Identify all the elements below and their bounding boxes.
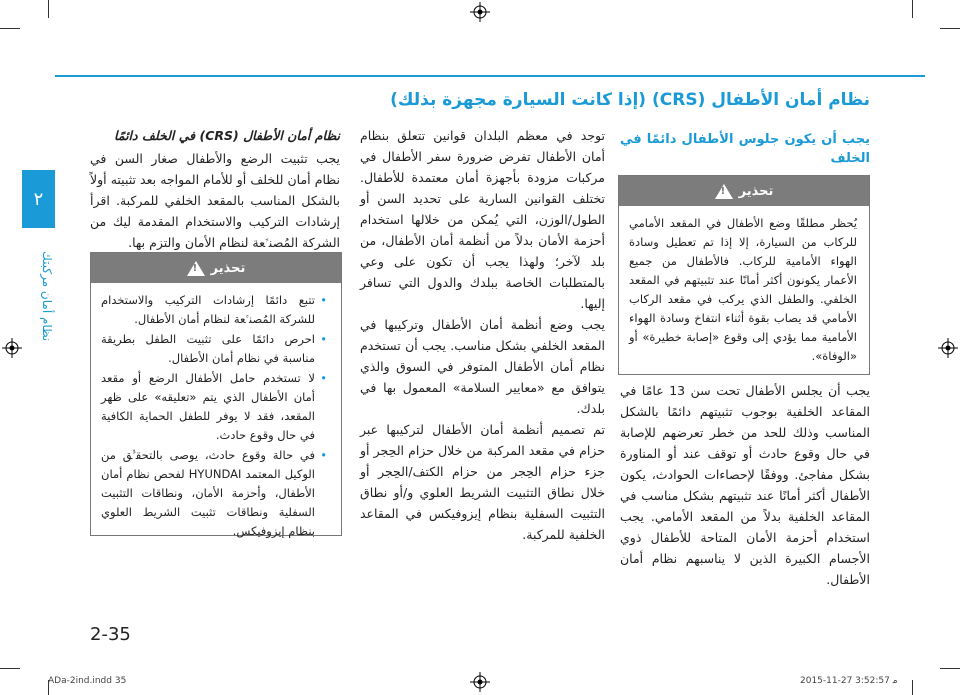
warning-box-left	[90, 252, 342, 536]
page-number: 2-35	[90, 624, 131, 645]
warning-list-container	[91, 283, 341, 550]
left-subtitle: ﻧﻈﺎم أﻣﺎن اﻷﻃﻔﺎل (CRS) ﻓﻲ اﻟﺨﻠﻒ داﺋﻤًﺎ	[114, 128, 340, 143]
right-body	[620, 380, 870, 590]
middle-body-1: ﺗﻮﺟﺪ ﻓﻲ ﻣﻌﻈﻢ اﻟﺒﻠﺪان ﻗﻮاﻧﻴﻦ ﺗﺘﻌﻠﻖ ﺑﻨﻈﺎم أﻣﺎن اﻷﻃﻔﺎل ﺗﻔﺮض ﺿﺮورة ﺳﻔﺮ اﻷﻃﻔﺎل ﻓﻲ ﻣﺮﻛﺒﺎت ﻣﺰودة ﺑﺄﺟﻬﺰة أﻣﺎن ﻣﻌﺘﻤﺪة ﻟﻸﻃﻔﺎل. ﺗﺨﺘﻠﻒ اﻟﻘﻮاﻧﻴﻦ اﻟﺴﺎرﻳﺔ ﻋﻠﻰ ﺗﺤﺪﻳﺪ اﻟﺴﻦ أو اﻟﻄﻮل/اﻟﻮزن، اﻟﺘﻲ ﻳُﻤﻜﻦ ﻣﻦ ﺧﻼﻟﻬﺎ اﺳﺘﺨﺪام أﺣﺰﻣﺔ اﻷﻣﺎن ﺑﺪﻻً ﻣﻦ أﻧﻈﻤﺔ أﻣﺎن اﻷﻃﻔﺎل، ﻣﻦ ﺑﻠﺪ ﻵﺧﺮ؛ ﻭﻟﻬﺬﺍ ﻳﺠﺐ أن ﺗﻜﻮن ﻋﻠﻰ وﻋﻲ ﺑﺎﻟﻤﺘﻄﻠﺒﺎت اﻟﺨﺎﺻﺔ ﺑﺒﻠﺪك واﻟﺪول اﻟﺘﻲ ﺗﺴﺎﻓﺮ إﻟﻴﻬﺎ.	[360, 128, 605, 311]
right-body-text: ﻳﺠﺐ أن ﻳﺠﻠﺲ اﻷﻃﻔﺎل ﺗﺤﺖ ﺳﻦ 13 ﻋﺎﻣًﺎ ﻓﻲ اﻟﻤﻘﺎﻋﺪ اﻟﺨﻠﻔﻴﺔ ﺑﻮﺟﻮب ﺗﺜﺒﻴﺘﻬﻢ داﺋﻤًﺎ ﺑﺎﻟﺸﻜﻞ اﻟﻤﻨﺎﺳﺐ وذﻟﻚ ﻟﻠﺤﺪ ﻣﻦ ﺧﻄﺮ ﺗﻌﺮﺿﻬﻢ ﻟﻺﺻﺎﺑﺔ ﻓﻲ ﺣﺎل وﻗﻮع ﺣﺎدث أو ﺗﻮﻗﻒ ﻋﻨﺪ أو اﻟﻤﻨﺎورة ﺑﺸﻜﻞ ﻣﻔﺎﺟﺊ. ووﻓﻘًﺎ ﻹﺣﺼﺎءات اﻟﺤﻮادث، ﻳﻜﻮن اﻷﻃﻔﺎل أﻛﺜﺮ أﻣﺎﻧًﺎ ﻋﻨﺪ ﺗﺜﺒﻴﺘﻬﻢ ﺑﺸﻜﻞ ﻣﻨﺎﺳﺐ ﻓﻲ اﻟﻤﻘﺎﻋﺪ اﻟﺨﻠﻔﻴﺔ ﺑﺪﻻً ﻣﻦ اﻟﻤﻘﻌﺪ اﻷﻣﺎﻣﻲ. ﻳﺠﺐ اﺳﺘﺨﺪام أﺣﺰﻣﺔ اﻷﻣﺎن اﻟﻤﺘﺎﺣﺔ ﻟﻸﻃﻔﺎل ذوي اﻷﺟﺴﺎم اﻟﻜﺒﻴﺮة اﻟﺬﻳﻦ ﻻ ﻳﻨﺎﺳﺒﻬﻢ ﻧﻈﺎم أﻣﺎن اﻷﻃﻔﺎل.	[620, 383, 870, 587]
left-body: ﻳﺠﺐ ﺗﺜﺒﻴﺖ اﻟﺮﺿﻊ واﻷﻃﻔﺎل ﺻﻐﺎر اﻟﺴﻦ ﻓﻲ ﻧﻈﺎم أﻣﺎن ﻟﻠﺨﻠﻒ أو ﻟﻸﻣﺎم اﻟﻤﻮاﺟﻪ ﺑﻌﺪ ﺗﺜﺒﻴﺘﻪ أوﻻً ﺑﺎﻟﺸﻜﻞ اﻟﻤﻨﺎﺳﺐ ﺑﺎﻟﻤﻘﻌﺪ اﻟﺨﻠﻔﻲ ﻟﻠﻤﺮﻛﺒﺔ. اﻗﺮأ إرﺷﺎدات اﻟﺘﺮﻛﻴﺐ واﻻﺳﺘﺨﺪام اﻟﻤﻘﺪﻣﺔ ﻟﻴﻚ ﻣﻦ اﻟﺸﺮﻛﺔ اﻟﻤُﺼﻨﱢﻌﺔ ﻟﻨﻈﺎم اﻷﻣﺎن واﻟﺘﺰم ﺑﻬﺎ.	[90, 151, 340, 250]
registration-mark-icon	[470, 672, 490, 692]
crop-mark	[940, 668, 960, 669]
middle-body-3: ﺗﻢ ﺗﺼﻤﻴﻢ أﻧﻈﻤﺔ أﻣﺎن اﻷﻃﻔﺎل ﻟﺘﺮﻛﻴﺒﻬﺎ ﻋﺒﺮ ﺣﺰام ﻓﻲ ﻣﻘﻌﺪ اﻟﻤﺮﻛﺒﺔ ﻣﻦ ﺧﻼل ﺣﺰام اﻟﺤِﺠﺮ أو ﺟﺰء ﺣﺰام اﻟﺤِﺠﺮ ﻣﻦ ﺣﺰام اﻟﻜﺘﻒ/اﻟﺤِﺠﺮ أو ﺧﻼل ﻧﻄﺎق اﻟﺘﺜﺒﻴﺖ اﻟﺸﺮﻳﻂ اﻟﻌﻠﻮي و/أو ﻧﻄﺎق اﻟﺘﺜﺒﻴﺖ اﻟﺴﻔﻠﻴﺔ ﺑﻨﻈﺎم إﻳﺰوﻓﻴﻜﺲ ﻓﻲ اﻟﻤﻘﺎﻋﺪ اﻟﺨﻠﻔﻴﺔ ﻟﻠﻤﺮﻛﺒﺔ.	[360, 422, 605, 542]
right-subtitle: ﻳﺠﺐ أن ﻳﻜﻮن ﺟﻠﻮس اﻷﻃﻔﺎل داﺋﻤًﺎ ﻓﻲ اﻟﺨﻠﻒ	[620, 132, 870, 166]
warning-list	[101, 291, 329, 541]
chapter-label: ﻧﻈﺎم أﻣﺎن ﻣﺮﻛﺒﺘﻚ	[40, 250, 54, 342]
warning-list-item: • ﻻ ﺗﺴﺘﺨﺪم ﺣﺎﻣﻞ اﻷﻃﻔﺎل اﻟﺮﺿﻊ أو ﻣﻘﻌﺪ أﻣﺎن اﻷﻃﻔﺎل اﻟﺬي ﻳﺘﻢ «ﺗﻌﻠﻴﻘﻪ» ﻋﻠﻰ ﻇﻬﺮ اﻟﻤﻘﻌﺪ، ﻓﻘﺪ ﻻ ﻳﻮﻓﺮ ﻟﻠﻄﻔﻞ اﻟﺤﻤﺎﻳﺔ اﻟﻜﺎﻓﻴﺔ ﻓﻲ ﺣﺎل وﻗﻮع ﺣﺎدث.	[101, 369, 315, 445]
warning-list-item: • اﺣﺮص داﺋﻤًﺎ ﻋﻠﻰ ﺗﺜﺒﻴﺖ اﻟﻄﻔﻞ ﺑﻄﺮﻳﻘﺔ ﻣﻨﺎﺳﺒﺔ ﻓﻲ ﻧﻈﺎم أﻣﺎن اﻷﻃﻔﺎل.	[101, 330, 315, 368]
crop-mark	[940, 28, 960, 29]
registration-mark-icon	[470, 2, 490, 22]
header-rule	[55, 75, 925, 77]
registration-mark-icon	[938, 338, 958, 358]
chapter-tab	[22, 170, 55, 228]
warning-list-item: • ﻓﻲ ﺣﺎﻟﺔ وﻗﻮع ﺣﺎدث، ﻳﻮﺻﻰ ﺑﺎﻟﺘﺤﻘﱡﻖ ﻣﻦ اﻟﻮﻛﻴﻞ اﻟﻤﻌﺘﻤﺪ HYUNDAI ﻟﻔﺤﺺ ﻧﻈﺎم أﻣﺎن اﻷﻃﻔﺎل، وأﺣﺰﻣﺔ اﻷﻣﺎن، وﻧﻄﺎﻗﺎت اﻟﺘﺜﺒﻴﺖ اﻟﺴﻔﻠﻴﺔ وﻧﻄﺎﻗﺎت ﺗﺜﺒﻴﺖ اﻟﺸﺮﻳﻂ اﻟﻌﻠﻮي ﺑﻨﻈﺎم إﻳﺰوﻓﻴﻜﺲ.	[101, 446, 315, 541]
warning-triangle-icon: !	[715, 184, 733, 199]
warning-text: ﻳُﺤﻈﺮ ﻣﻄﻠﻘًﺎ وﺿﻊ اﻷﻃﻔﺎل ﻓﻲ اﻟﻤﻘﻌﺪ اﻷﻣﺎﻣﻲ ﻟﻠﺮﻛﺎب ﻣﻦ اﻟﺴﻴﺎرة، إﻻ إذا ﺗﻢ ﺗﻌﻄﻴﻞ وﺳﺎدة اﻟﻬﻮاء اﻷﻣﺎﻣﻴﺔ ﻟﻠﺮﻛﺎب. ﻓﺎﻷﻃﻔﺎل ﻣﻦ ﺟﻤﻴﻊ اﻷﻋﻤﺎر ﻳﻜﻮﻧﻮن أﻛﺜﺮ أﻣﺎﻧًﺎ ﻋﻨﺪ ﺗﺜﺒﻴﺘﻬﻢ ﻓﻲ اﻟﻤﻘﻌﺪ اﻟﺨﻠﻔﻲ. واﻟﻄﻔﻞ اﻟﺬي ﻳﺮﻛﺐ ﻓﻲ ﻣﻘﻌﺪ اﻟﺮﻛﺎب اﻷﻣﺎﻣﻲ ﻗﺪ ﻳﺼﺎب ﺑﻘﻮة أﺛﻨﺎء اﻧﺘﻔﺎخ وﺳﺎدة اﻟﻬﻮاء اﻷﻣﺎﻣﻴﺔ ﻣﻤﺎ ﻳﺆدي إﻟﻰ وﻗﻮع «إﺻﺎﺑﺔ ﺧﻄﻴﺮة» أو «اﻟﻮﻓﺎة».	[629, 216, 857, 363]
crop-mark	[912, 0, 913, 18]
registration-mark-icon	[2, 338, 22, 358]
warning-box-right	[618, 175, 870, 375]
middle-body-2: ﻳﺠﺐ وﺿﻊ أﻧﻈﻤﺔ أﻣﺎن اﻷﻃﻔﺎل وﺗﺮﻛﻴﺒﻬﺎ ﻓﻲ اﻟﻤﻘﻌﺪ اﻟﺨﻠﻔﻲ ﺑﺸﻜﻞ ﻣﻨﺎﺳﺐ. ﻳﺠﺐ أن ﺗﺴﺘﺨﺪم ﻧﻈﺎم أﻣﺎن اﻷﻃﻔﺎل اﻟﻤﺘﻮﻓﺮ ﻓﻲ اﻟﺴﻮق واﻟﺬي ﻳﺘﻮاﻓﻖ ﻣﻊ «ﻣﻌﺎﻳﻴﺮ اﻟﺴﻼﻣﺔ» اﻟﻤﻌﻤﻮل ﺑﻬﺎ ﻓﻲ ﺑﻠﺪك.	[360, 317, 605, 416]
crop-mark	[912, 680, 913, 695]
crop-mark	[0, 28, 20, 29]
chapter-number: ٢	[33, 188, 44, 210]
warning-list-item: • ﺗﺘﺒﻊ داﺋﻤًﺎ إرﺷﺎدات اﻟﺘﺮﻛﻴﺐ واﻻﺳﺘﺨﺪام ﻟﻠﺸﺮﻛﺔ اﻟﻤُﺼﻨﱢﻌﺔ ﻟﻨﻈﺎم أﻣﺎن اﻷﻃﻔﺎل.	[101, 291, 315, 329]
section-heading: ﻧﻈﺎم أﻣﺎن اﻷﻃﻔﺎل (CRS) (إذا ﻛﺎﻧﺖ اﻟﺴﻴﺎرة ﻣﺠﻬﺰة ﺑﺬﻟﻚ)	[390, 90, 870, 110]
warning-label: ﺗﺤﺬﻳﺮ	[738, 183, 774, 199]
right-column	[620, 130, 870, 172]
middle-column	[360, 125, 605, 545]
footer-timestamp: 2015-11-27 ﻣ 3:52:57	[800, 676, 898, 686]
crop-mark	[48, 0, 49, 18]
left-column	[90, 125, 340, 253]
warning-label: ﺗﺤﺬﻳﺮ	[210, 260, 246, 276]
warning-triangle-icon: !	[187, 261, 205, 276]
crop-mark	[0, 668, 20, 669]
footer-file: ADa-2ind.indd 35	[48, 676, 127, 686]
warning-header	[619, 176, 869, 206]
warning-header	[91, 253, 341, 283]
